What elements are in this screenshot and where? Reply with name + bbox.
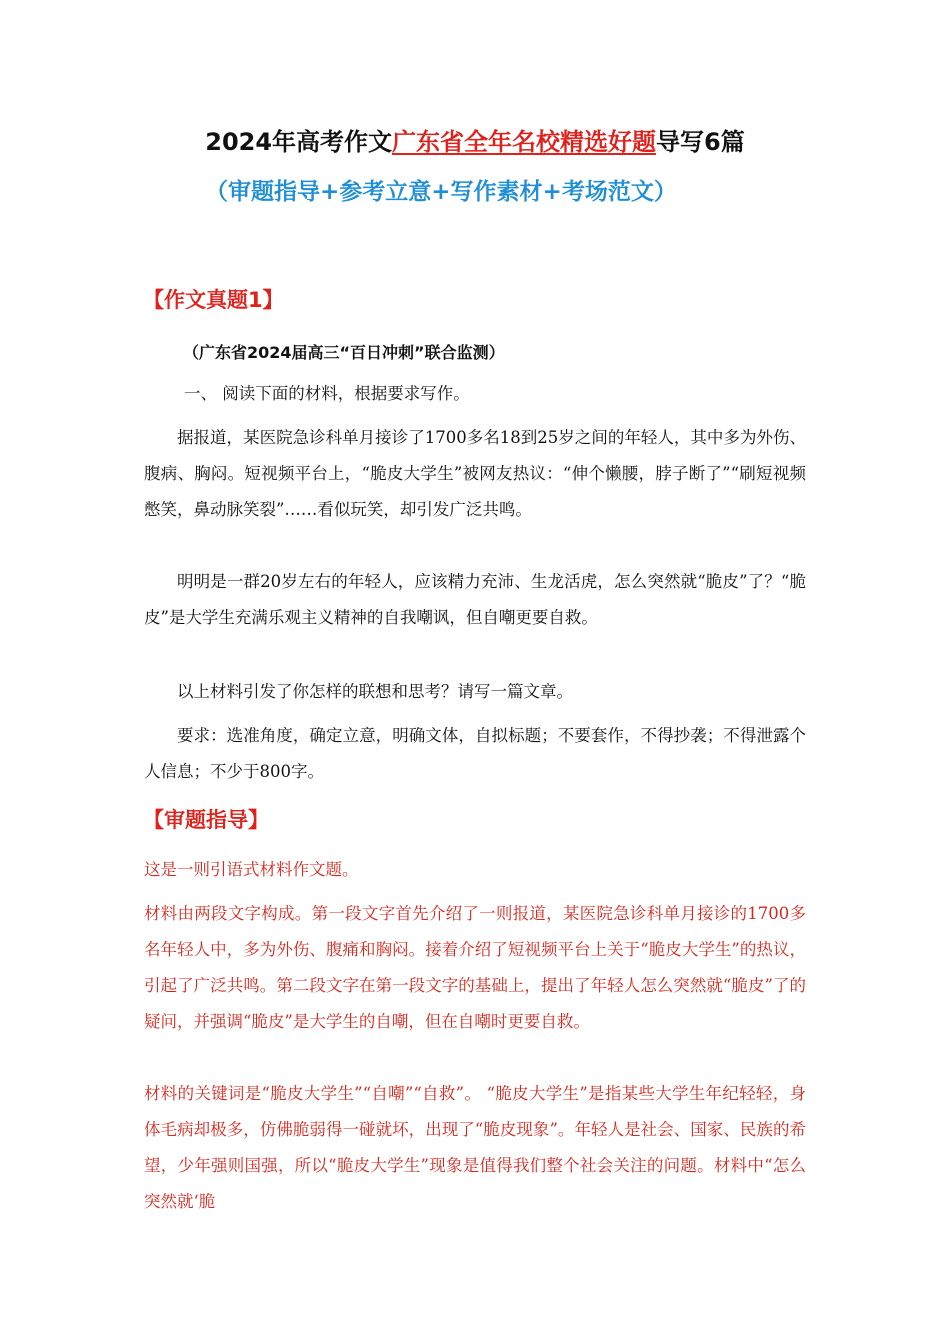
instruction-line: 一、 阅读下面的材料，根据要求写作。 xyxy=(184,384,470,403)
guidance-paragraph-3: 材料的关键词是“脆皮大学生”“自嘲”“自救”。 “脆皮大学生”是指某些大学生年纪轻轻，身体毛病却极多，仿佛脆弱得一碰就坏，出现了“脆皮现象”。年轻人是社会、国家、民族的希望，少年强则国强，所以“脆皮大学生”现象是值得我们整个社会关注的问题。材料中“怎么突然就‘脆 xyxy=(144,1084,806,1211)
material-paragraph-3: 以上材料引发了你怎样的联想和思考？请写一篇文章。 xyxy=(177,682,573,701)
guidance-paragraph-2: 材料由两段文字构成。第一段文字首先介绍了一则报道，某医院急诊科单月接诊的1700多名年轻人中，多为外伤、腹痛和胸闷。接着介绍了短视频平台上关于“脆皮大学生”的热议，引起了广泛共鸣。第二段文字在第一段文字的基础上，提出了年轻人怎么突然就“脆皮”了的疑问，并强调“脆皮”是大学生的自嘲，但在自嘲时更要自救。 xyxy=(144,904,806,1031)
requirements-paragraph: 要求：选准角度，确定立意，明确文体，自拟标题；不要套作，不得抄袭；不得泄露个人信息；不少于800字。 xyxy=(144,726,806,781)
guidance-paragraph-1: 这是一则引语式材料作文题。 xyxy=(144,860,359,879)
title-prefix: 2024年高考作文 xyxy=(205,128,393,156)
title-suffix: 导写6篇 xyxy=(656,128,745,156)
title-highlight: 广东省全年名校精选好题 xyxy=(392,128,657,156)
section-heading-essay-question: 【作文真题1】 xyxy=(143,288,284,312)
material-paragraph-2: 明明是一群20岁左右的年轻人，应该精力充沛、生龙活虎，怎么突然就“脆皮”了？“脆皮”是大学生充满乐观主义精神的自我嘲讽，但自嘲更要自救。 xyxy=(144,572,806,627)
exam-source: （广东省2024届高三“百日冲刺”联合监测） xyxy=(183,343,505,362)
document-subtitle: （审题指导+参考立意+写作素材+考场范文） xyxy=(205,179,677,205)
section-heading-guidance: 【审题指导】 xyxy=(143,808,269,832)
document-title xyxy=(0,122,950,162)
material-paragraph-1: 据报道，某医院急诊科单月接诊了1700多名18到25岁之间的年轻人，其中多为外伤、腹病、胸闷。短视频平台上，“脆皮大学生”被网友热议：“伸个懒腰，脖子断了”“刷短视频憋笑，鼻动脉笑裂”……看似玩笑，却引发广泛共鸣。 xyxy=(144,428,806,519)
